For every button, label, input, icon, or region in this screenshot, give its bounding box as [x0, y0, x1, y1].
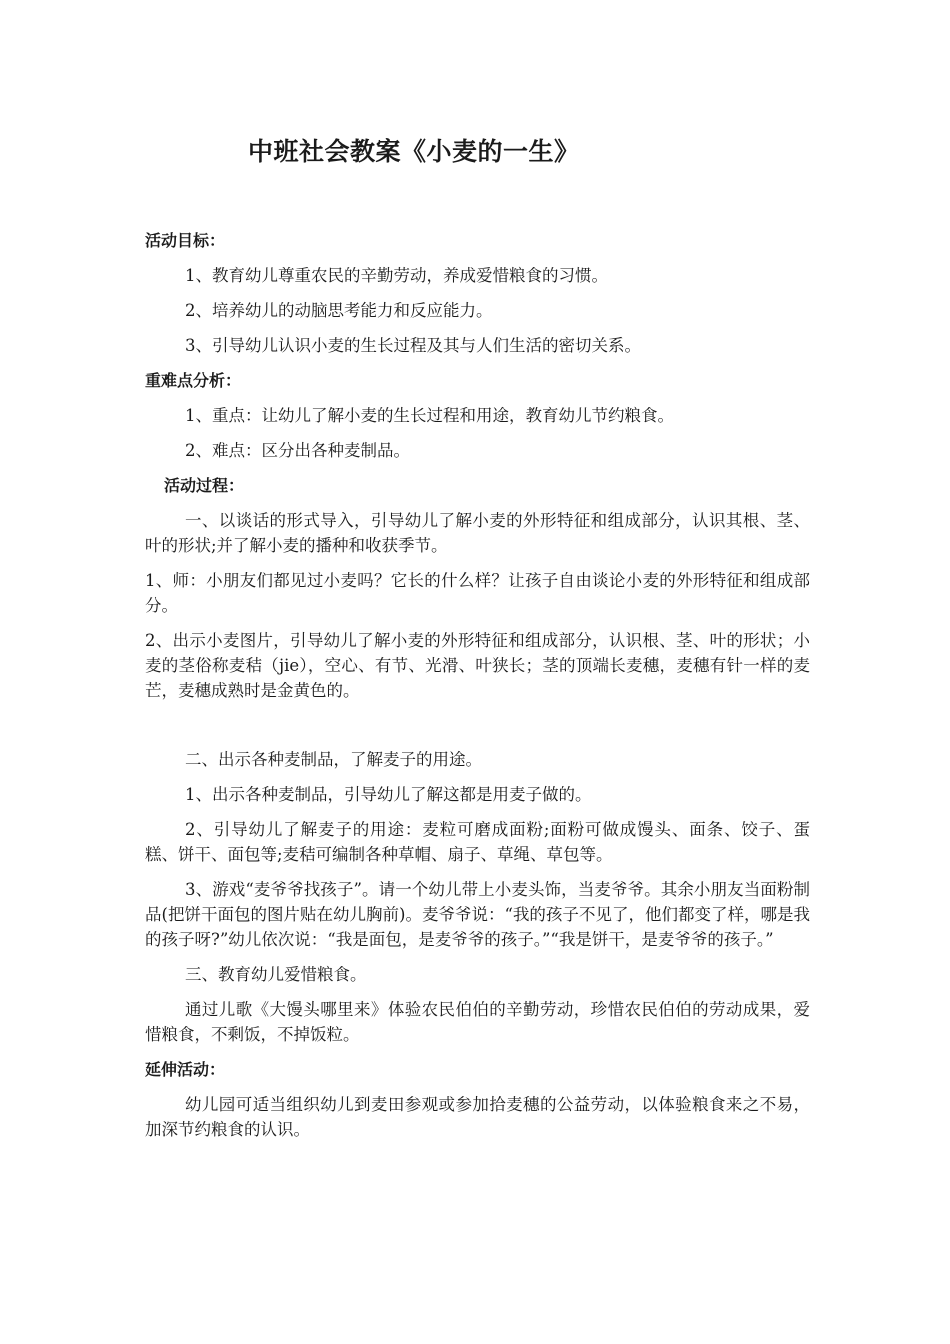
process-paragraph: 二、出示各种麦制品，了解麦子的用途。 [185, 750, 482, 769]
process-paragraph: 1、出示各种麦制品，引导幼儿了解这都是用麦子做的。 [185, 785, 592, 804]
process-paragraph: 2、出示小麦图片，引导幼儿了解小麦的外形特征和组成部分，认识根、茎、叶的形状；小麦的茎俗称麦秸（jie），空心、有节、光滑、叶狭长；茎的顶端长麦穗，麦穗有针一样的麦芒，麦穗成熟时是金黄色的。 [145, 631, 810, 700]
goal-item: 3、引导幼儿认识小麦的生长过程及其与人们生活的密切关系。 [185, 336, 641, 355]
key-point-item: 2、难点：区分出各种麦制品。 [185, 441, 410, 460]
process-heading: 活动过程： [164, 476, 245, 495]
goals-heading: 活动目标： [145, 231, 226, 250]
key-points-heading: 重难点分析： [145, 371, 242, 390]
process-paragraph: 三、教育幼儿爱惜粮食。 [185, 965, 367, 984]
process-paragraph: 一、以谈话的形式导入，引导幼儿了解小麦的外形特征和组成部分，认识其根、茎、叶的形状;并了解小麦的播种和收获季节。 [145, 511, 810, 555]
goal-item: 1、教育幼儿尊重农民的辛勤劳动，养成爱惜粮食的习惯。 [185, 266, 608, 285]
process-paragraph: 通过儿歌《大馒头哪里来》体验农民伯伯的辛勤劳动，珍惜农民伯伯的劳动成果，爱惜粮食，不剩饭，不掉饭粒。 [145, 1000, 810, 1044]
key-point-item: 1、重点：让幼儿了解小麦的生长过程和用途，教育幼儿节约粮食。 [185, 406, 674, 425]
goal-item: 2、培养幼儿的动脑思考能力和反应能力。 [185, 301, 493, 320]
process-paragraph: 2、引导幼儿了解麦子的用途：麦粒可磨成面粉;面粉可做成馒头、面条、饺子、蛋糕、饼干、面包等;麦秸可编制各种草帽、扇子、草绳、草包等。 [145, 820, 810, 864]
extension-paragraph: 幼儿园可适当组织幼儿到麦田参观或参加拾麦穗的公益劳动，以体验粮食来之不易，加深节约粮食的认识。 [145, 1095, 810, 1139]
document-body [145, 228, 810, 1152]
process-paragraph: 1、师：小朋友们都见过小麦吗？它长的什么样？让孩子自由谈论小麦的外形特征和组成部分。 [145, 571, 810, 615]
extension-heading: 延伸活动： [145, 1060, 226, 1079]
spacer [145, 713, 810, 747]
page-title: 中班社会教案《小麦的一生》 [248, 137, 580, 166]
process-paragraph: 3、游戏“麦爷爷找孩子”。请一个幼儿带上小麦头饰，当麦爷爷。其余小朋友当面粉制品(把饼干面包的图片贴在幼儿胸前)。麦爷爷说：“我的孩子不见了，他们都变了样，哪是我的孩子呀?”幼儿依次说：“我是面包，是麦爷爷的孩子。”“我是饼干，是麦爷爷的孩子。” [145, 880, 810, 949]
